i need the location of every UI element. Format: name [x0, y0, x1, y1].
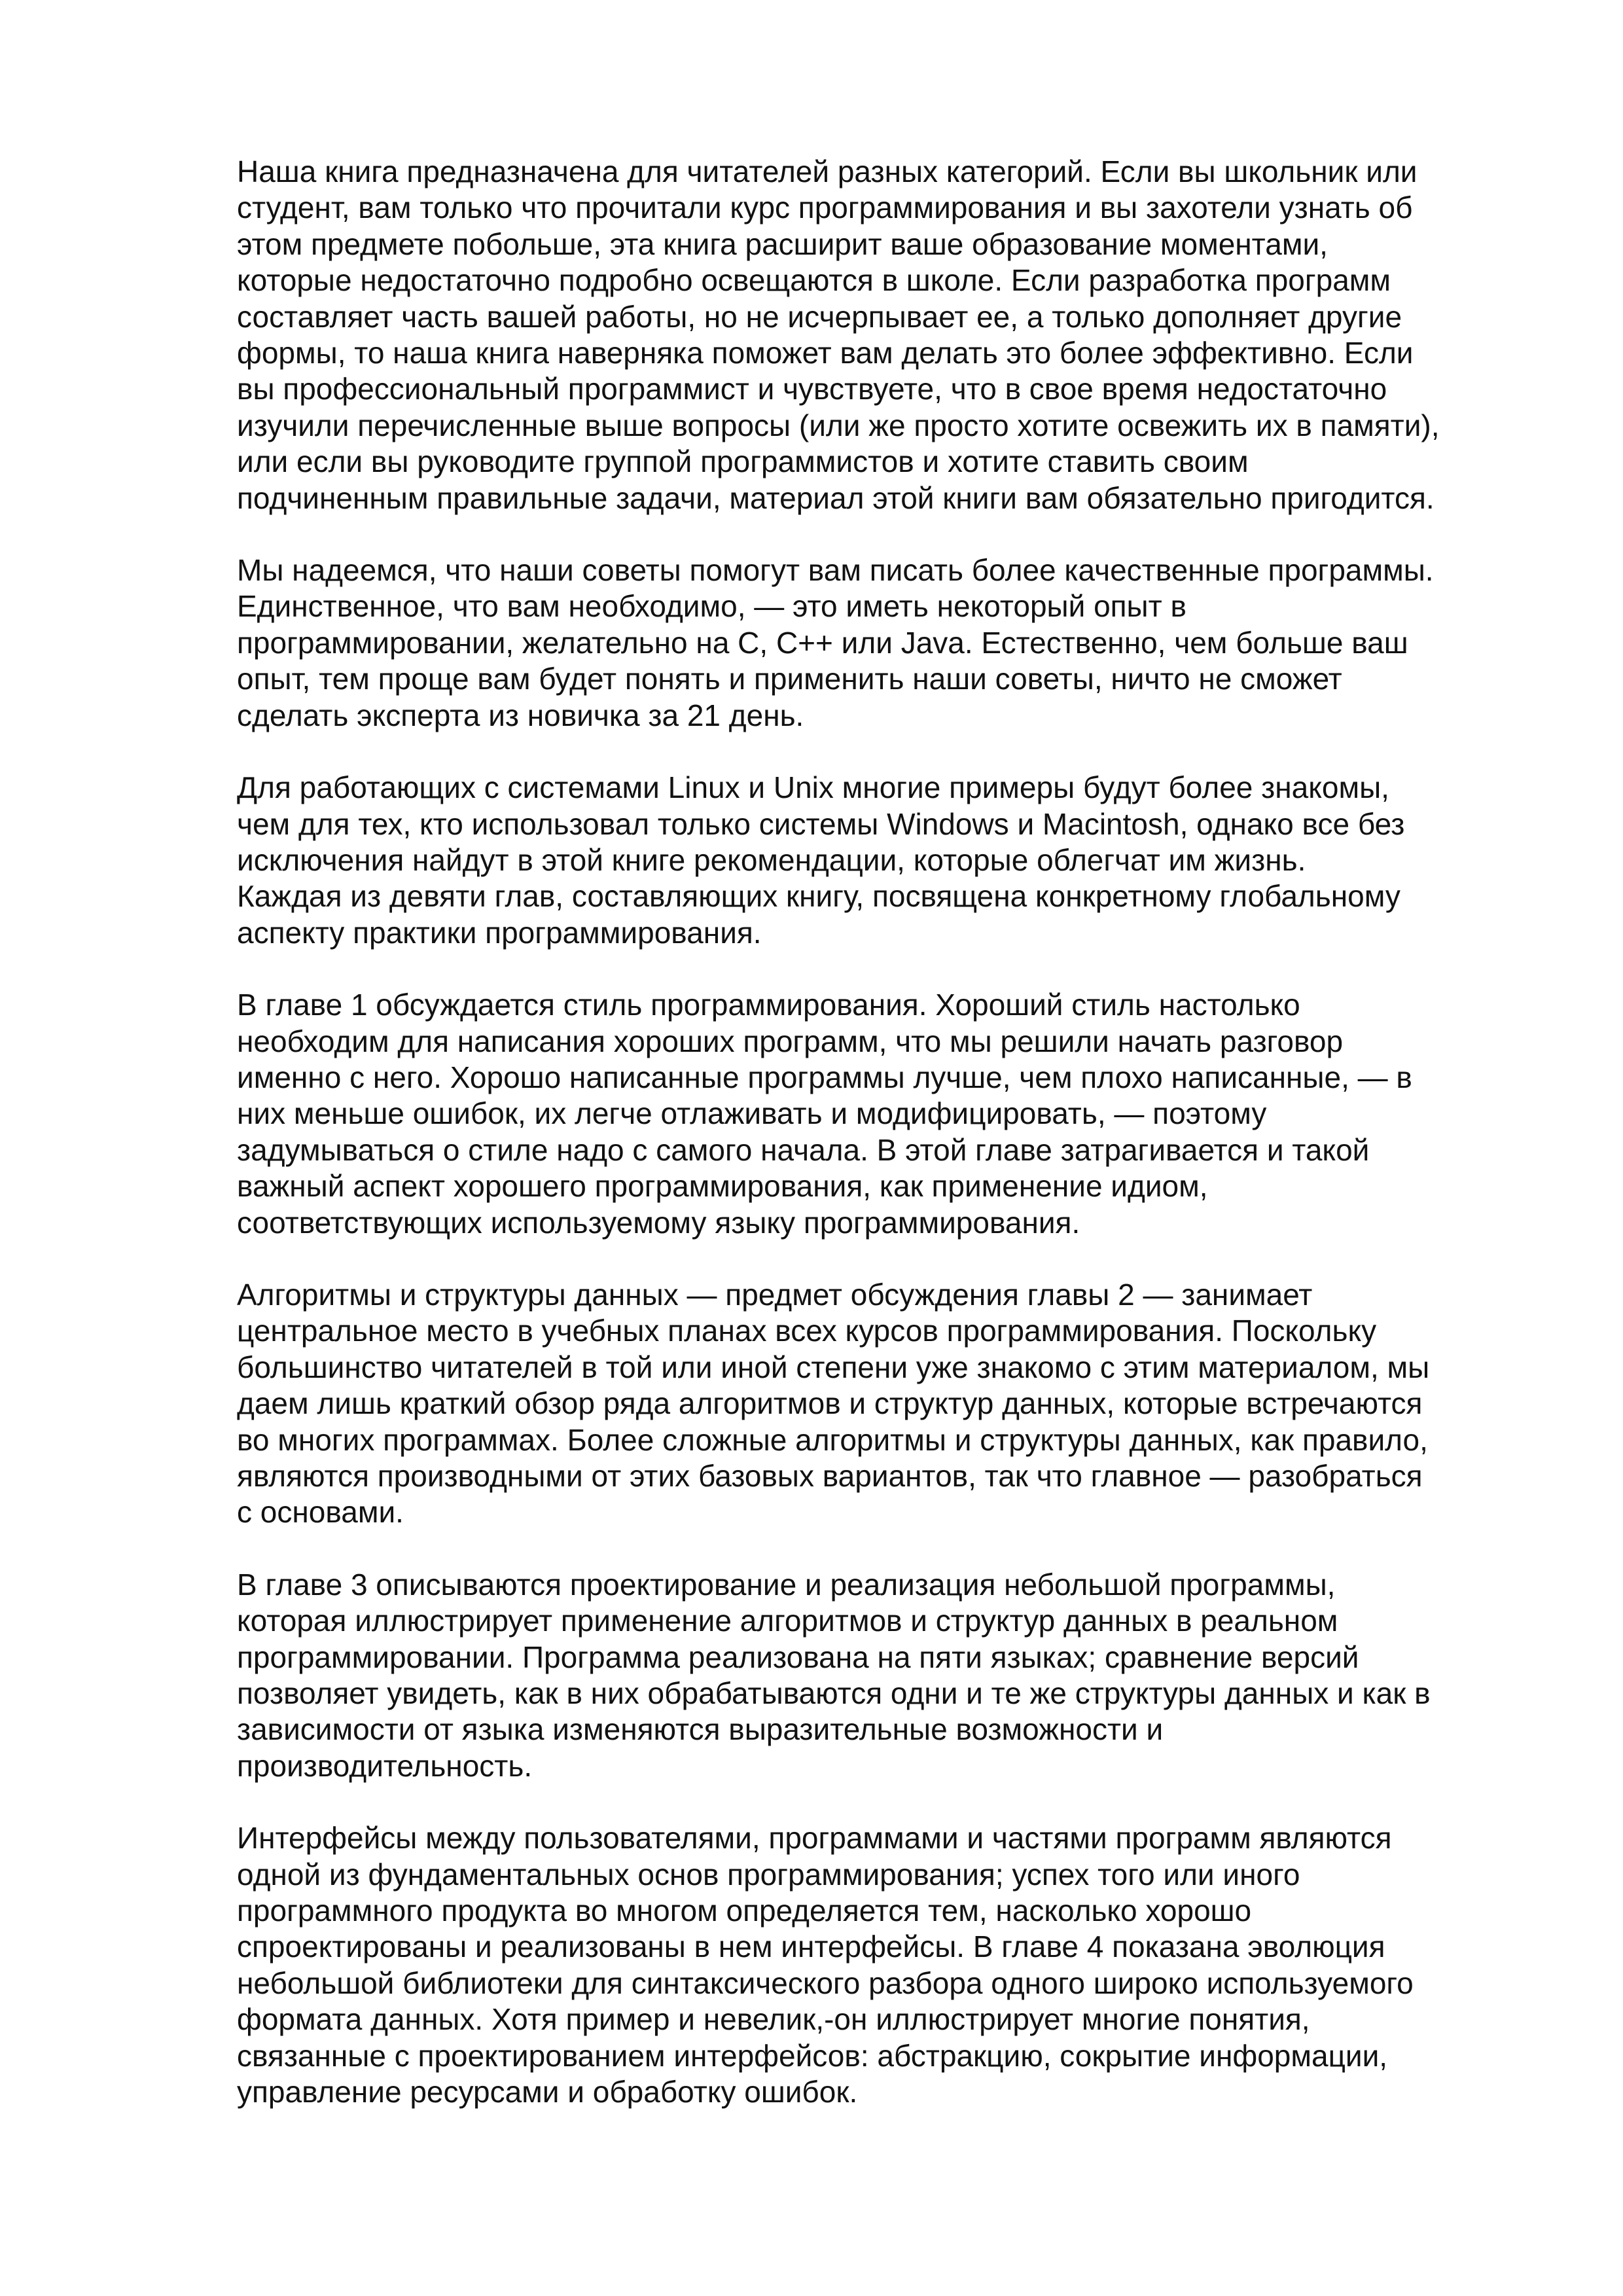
text-line: связанные с проектированием интерфейсов: абстракцию, сокрытие информации, [237, 2038, 1388, 2073]
text-line: программировании. Программа реализована на пяти языках; сравнение версий [237, 1640, 1359, 1674]
text-line: Алгоритмы и структуры данных — предмет обсуждения главы 2 — занимает [237, 1277, 1313, 1312]
text-line: управление ресурсами и обработку ошибок. [237, 2075, 858, 2109]
document-page [237, 154, 1533, 2147]
text-line: исключения найдут в этой книге рекомендации, которые облегчат им жизнь. [237, 842, 1306, 877]
paragraph-chapter-3 [237, 1567, 1533, 1784]
text-line: с основами. [237, 1495, 404, 1530]
text-line: изучили перечисленные выше вопросы (или же просто хотите освежить их в памяти), [237, 408, 1440, 442]
text-line: позволяет увидеть, как в них обрабатываются одни и те же структуры данных и как в [237, 1676, 1431, 1711]
text-line: которые недостаточно подробно освещаются в школе. Если разработка программ [237, 263, 1391, 298]
text-line: зависимости от языка изменяются выразительные возможности и [237, 1712, 1164, 1747]
text-line: формата данных. Хотя пример и невелик,-он иллюстрирует многие понятия, [237, 2002, 1310, 2037]
paragraph-chapter-2 [237, 1277, 1533, 1531]
text-line: Интерфейсы между пользователями, программами и частями программ являются [237, 1821, 1392, 1856]
text-line: этом предмете побольше, эта книга расширит ваше образование моментами, [237, 226, 1328, 261]
text-line: сделать эксперта из новичка за 21 день. [237, 698, 804, 732]
text-line: чем для тех, кто использовал только системы Windows и Macintosh, однако все без [237, 806, 1405, 841]
text-line: необходим для написания хороших программ, что мы решили начать разговор [237, 1024, 1344, 1058]
text-line: производительность. [237, 1748, 533, 1783]
text-line: Для работающих с системами Linux и Unix многие примеры будут более знакомы, [237, 770, 1389, 805]
paragraph-audience [237, 154, 1533, 516]
text-line: или если вы руководите группой программистов и хотите ставить своим [237, 444, 1249, 479]
text-line: студент, вам только что прочитали курс программирования и вы захотели узнать об [237, 190, 1413, 225]
text-line: даем лишь краткий обзор ряда алгоритмов и структур данных, которые встречаются [237, 1386, 1423, 1421]
text-line: В главе 1 обсуждается стиль программирования. Хороший стиль настолько [237, 988, 1300, 1022]
text-line: именно с него. Хорошо написанные программы лучше, чем плохо написанные, — в [237, 1060, 1412, 1094]
text-line: Единственное, что вам необходимо, — это иметь некоторый опыт в [237, 589, 1186, 624]
text-line: небольшой библиотеки для синтаксического разбора одного широко используемого [237, 1965, 1414, 2000]
text-line: центральное место в учебных планах всех курсов программирования. Поскольку [237, 1314, 1377, 1348]
text-line: являются производными от этих базовых вариантов, так что главное — разобраться [237, 1459, 1423, 1493]
text-line: Каждая из девяти глав, составляющих книгу, посвящена конкретному глобальному [237, 879, 1400, 914]
text-line: Наша книга предназначена для читателей разных категорий. Если вы школьник или [237, 154, 1418, 188]
text-line: формы, то наша книга наверняка поможет вам делать это более эффективно. Если [237, 336, 1414, 370]
text-line: программного продукта во многом определяется тем, насколько хорошо [237, 1893, 1252, 1928]
text-line: спроектированы и реализованы в нем интерфейсы. В главе 4 показана эволюция [237, 1929, 1385, 1964]
text-line: программировании, желательно на С, C++ или Java. Естественно, чем больше ваш [237, 625, 1408, 660]
text-line: одной из фундаментальных основ программирования; успех того или иного [237, 1857, 1300, 1892]
paragraph-chapter-4 [237, 1820, 1533, 2110]
text-line: которая иллюстрирует применение алгоритмов и структур данных в реальном [237, 1604, 1338, 1638]
text-line: важный аспект хорошего программирования, как применение идиом, [237, 1169, 1208, 1204]
text-line: опыт, тем проще вам будет понять и применить наши советы, ничто не сможет [237, 662, 1342, 696]
text-line: В главе 3 описываются проектирование и реализация небольшой программы, [237, 1567, 1336, 1602]
text-line: аспекту практики программирования. [237, 915, 762, 950]
text-line: Мы надеемся, что наши советы помогут вам писать более качественные программы. [237, 553, 1434, 588]
text-line: составляет часть вашей работы, но не исчерпывает ее, а только дополняет другие [237, 299, 1402, 334]
text-line: соответствующих используемому языку программирования. [237, 1205, 1080, 1240]
paragraph-chapter-1 [237, 987, 1533, 1241]
text-line: во многих программах. Более сложные алгоритмы и структуры данных, как правило, [237, 1422, 1428, 1457]
text-line: большинство читателей в той или иной степени уже знакомо с этим материалом, мы [237, 1350, 1430, 1384]
text-line: подчиненным правильные задачи, материал этой книги вам обязательно пригодится. [237, 480, 1435, 515]
paragraph-platforms [237, 770, 1533, 951]
text-line: них меньше ошибок, их легче отлаживать и модифицировать, — поэтому [237, 1096, 1267, 1131]
text-line: задумываться о стиле надо с самого начала. В этой главе затрагивается и такой [237, 1132, 1370, 1167]
paragraph-experience [237, 552, 1533, 734]
text-line: вы профессиональный программист и чувствуете, что в свое время недостаточно [237, 372, 1387, 406]
